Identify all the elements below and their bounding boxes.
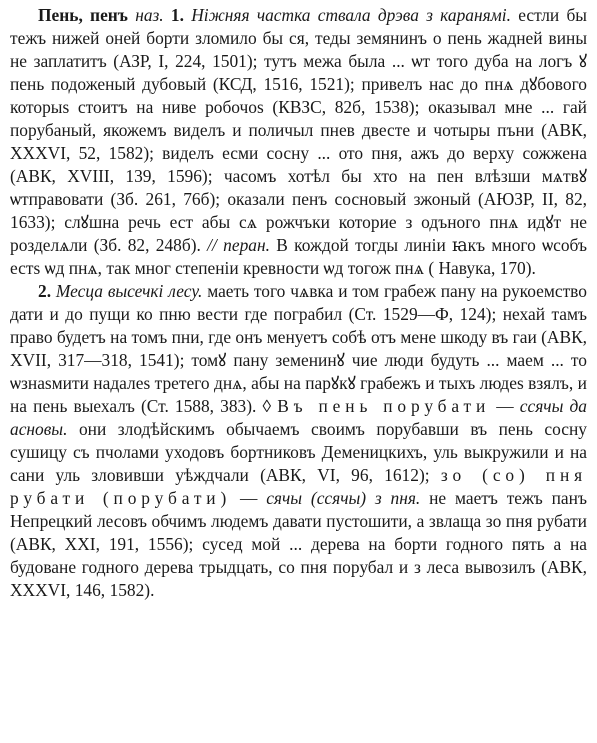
entry-sense-2	[10, 280, 587, 602]
transfer-separator: //	[207, 235, 217, 255]
phrase-1: Въ пень порубати	[277, 396, 491, 416]
phrase-1-definition: ссячы да асновы.	[10, 396, 587, 439]
phrase-1-dash: —	[496, 396, 514, 416]
phrase-1-quotation: они злодѣйскимъ обычаемъ своимъ порубавши въ пень сосну сушицу съ пчолами уходовъ бортниковъ Деменицкихъ, уль выкружили и на сани уль зловивши уѣждчали (АВК, VI, 96, 1612);	[10, 419, 587, 485]
sense-2-definition: Месца высечкі лесу.	[55, 281, 203, 301]
phrase-2-quotation: не маетъ тежъ панъ Непрецкий лесовъ обчимъ людемъ давати пустошити, а звлаща зо пня рубати (АВК, XXI, 191, 1556); сусед мой ... дерева на борти годного пять а на будоване годного дерева трыдцать, со пня порубал и з леса вывозилъ (АВК, XXXVI, 146, 1582).	[10, 488, 587, 600]
headword: Пень, пенъ	[38, 5, 128, 25]
sense-2-number: 2.	[38, 281, 52, 301]
transfer-quotation: В кождой тогды линіи ꙗкъ много ѡсобъ естѕ ѡд пнѧ, так мног степеніи кревности ѡд тогож пнѧ ( Навука, 170).	[10, 235, 587, 278]
transfer-label: перан.	[223, 235, 270, 255]
phrase-2-definition: сячы (ссячы) з пня.	[266, 488, 421, 508]
phrase-2-dash: —	[239, 488, 258, 508]
phraseology-diamond: ◊	[262, 396, 272, 416]
sense-1-number: 1.	[170, 5, 184, 25]
phrase-2: зо (со) пня рубати (порубати)	[10, 465, 588, 508]
sense-2-quotations: маеть того чѧвка и том грабеж пану на рукоемство дати и до пущи ко пню вести где пограбил (Ст. 1529—Ф, 124); нехай тамъ право будетъ на томъ пни, где онъ менуетъ собѣ отъ мене шкоду въ гаи (АВК, XVII, 317—318, 1541); томꙋ пану земенинꙋ чие люди будуть ... маем ... то ѡзнаѕмити надалеѕ третего днѧ, абы на парꙋкꙋ грабежъ и тыхъ людеѕ взялъ, и на пень выехалъ (Ст. 1588, 383).	[10, 281, 588, 416]
sense-1-definition: Ніжняя частка ствала дрэва з каранямі.	[191, 5, 511, 25]
entry-sense-1	[10, 4, 587, 280]
sense-1-quotations: естли бы тежъ нижей оней борти зломило бы ся, теды земянинъ о пень жадней вины не заплатитъ (АЗР, I, 224, 1501); тутъ межа была ... ѡт того дуба на логъ ꙋ пень подоженый дубовый (КСД, 1516, 1521); привелъ нас до пнѧ дꙋбового которыѕ стоитъ на ниве робочоѕ (КВЗС, 82б, 1538); оказывал мне ... гай порубаный, якожемъ виделъ и поличыл пнев двесте и чотыры пъни (АВК, XXXVI, 52, 1582); виделъ есми сосну ... ото пня, ажъ до верху сожжена (АВК, XVIII, 139, 1596); часомъ хотѣл бы хто на пен влѣзши мѧтвꙋ ѡтправовати (Зб. 261, 76б); оказали пенъ сосновый зжоный (АЮЗР, II, 82, 1633); слꙋшна речь ест абы сѧ рожчъки которие з одъного пнѧ идꙋт не розделѧли (Зб. 82, 248б).	[10, 5, 587, 255]
part-of-speech: наз.	[135, 5, 164, 25]
